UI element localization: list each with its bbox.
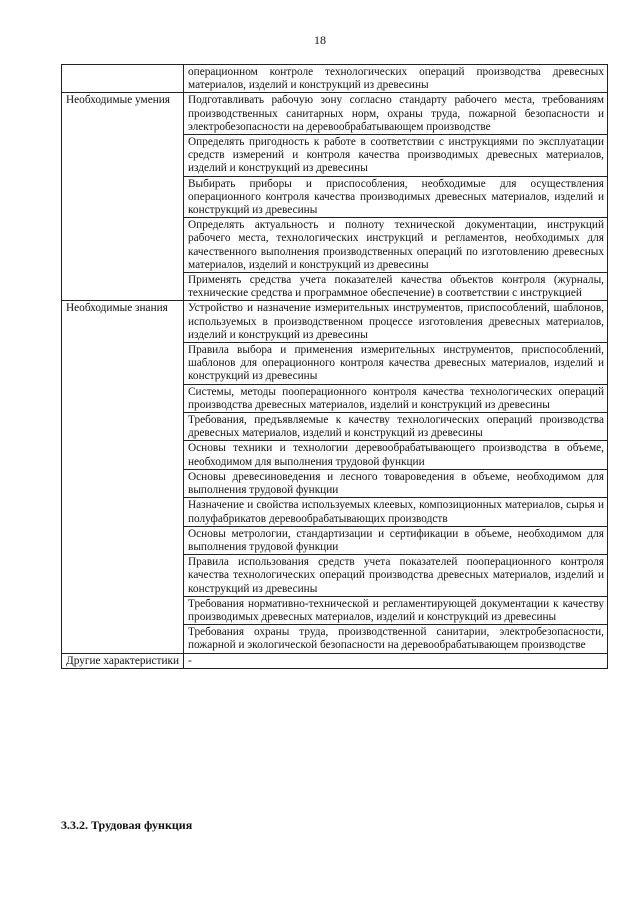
continuation-cell: операционном контроле технологических операций производства древесных материалов, изделий и конструкций из древесины [184, 65, 608, 93]
table-row [62, 301, 608, 343]
knowledge-item: Правила использования средств учета показателей пооперационного контроля качества технологических операций производства древесных материалов, изделий и конструкций из древесины [184, 555, 608, 597]
page-number: 18 [314, 33, 326, 47]
knowledge-item: Требования нормативно-технической и регламентирующей документации к качеству производимых древесных материалов, изделий и конструкций из древесины [184, 596, 608, 624]
knowledge-item: Основы древесиноведения и лесного товароведения в объеме, необходимом для выполнения трудовой функции [184, 469, 608, 497]
knowledge-item: Основы техники и технологии деревообрабатывающего производства в объеме, необходимом для выполнения трудовой функции [184, 441, 608, 469]
other-characteristics-label: Другие характеристики [62, 653, 184, 668]
skill-item: Выбирать приборы и приспособления, необходимые для осуществления операционного контроля качества производимых древесных материалов, изделий и конструкций из древесины [184, 176, 608, 218]
skills-label: Необходимые умения [62, 93, 184, 301]
skill-item: Определять актуальность и полноту технической документации, инструкций рабочего места, технологических инструкций и регламентов, необходимых для качественного выполнения производственных операций по изготовлению древесных материалов, изделий и конструкций из древесины [184, 218, 608, 273]
table-row [62, 93, 608, 135]
table-row [62, 65, 608, 93]
other-characteristics-value: - [184, 653, 608, 668]
knowledge-item: Требования охраны труда, производственной санитарии, электробезопасности, пожарной и экологической безопасности на деревообрабатывающем производстве [184, 625, 608, 653]
row-label-empty [62, 65, 184, 93]
knowledge-item: Основы метрологии, стандартизации и сертификации в объеме, необходимом для выполнения трудовой функции [184, 526, 608, 554]
knowledge-item: Системы, методы пооперационного контроля качества технологических операций производства древесных материалов, изделий и конструкций из древесины [184, 384, 608, 412]
skill-item: Подготавливать рабочую зону согласно стандарту рабочего места, требованиям производственных санитарных норм, охраны труда, пожарной безопасности и электробезопасности на деревообрабатывающем производстве [184, 93, 608, 135]
section-heading: 3.3.2. Трудовая функция [61, 818, 193, 832]
table-row [62, 653, 608, 668]
requirements-table [61, 64, 608, 669]
skill-item: Определять пригодность к работе в соответствии с инструкциями по эксплуатации средств измерений и контроля качества производимых древесных материалов, изделий и конструкций из древесины [184, 135, 608, 177]
knowledge-item: Правила выбора и применения измерительных инструментов, приспособлений, шаблонов для операционного контроля качества древесных материалов, изделий и конструкций из древесины [184, 343, 608, 385]
knowledge-item: Устройство и назначение измерительных инструментов, приспособлений, шаблонов, используемых в производственном процессе изготовления древесных материалов, изделий и конструкций из древесины [184, 301, 608, 343]
knowledge-label: Необходимые знания [62, 301, 184, 653]
skill-item: Применять средства учета показателей качества объектов контроля (журналы, технические средства и программное обеспечение) в соответствии с инструкцией [184, 273, 608, 301]
knowledge-item: Назначение и свойства используемых клеевых, композиционных материалов, сырья и полуфабрикатов деревообрабатывающих производств [184, 498, 608, 526]
knowledge-item: Требования, предъявляемые к качеству технологических операций производства древесных материалов, изделий и конструкций из древесины [184, 413, 608, 441]
